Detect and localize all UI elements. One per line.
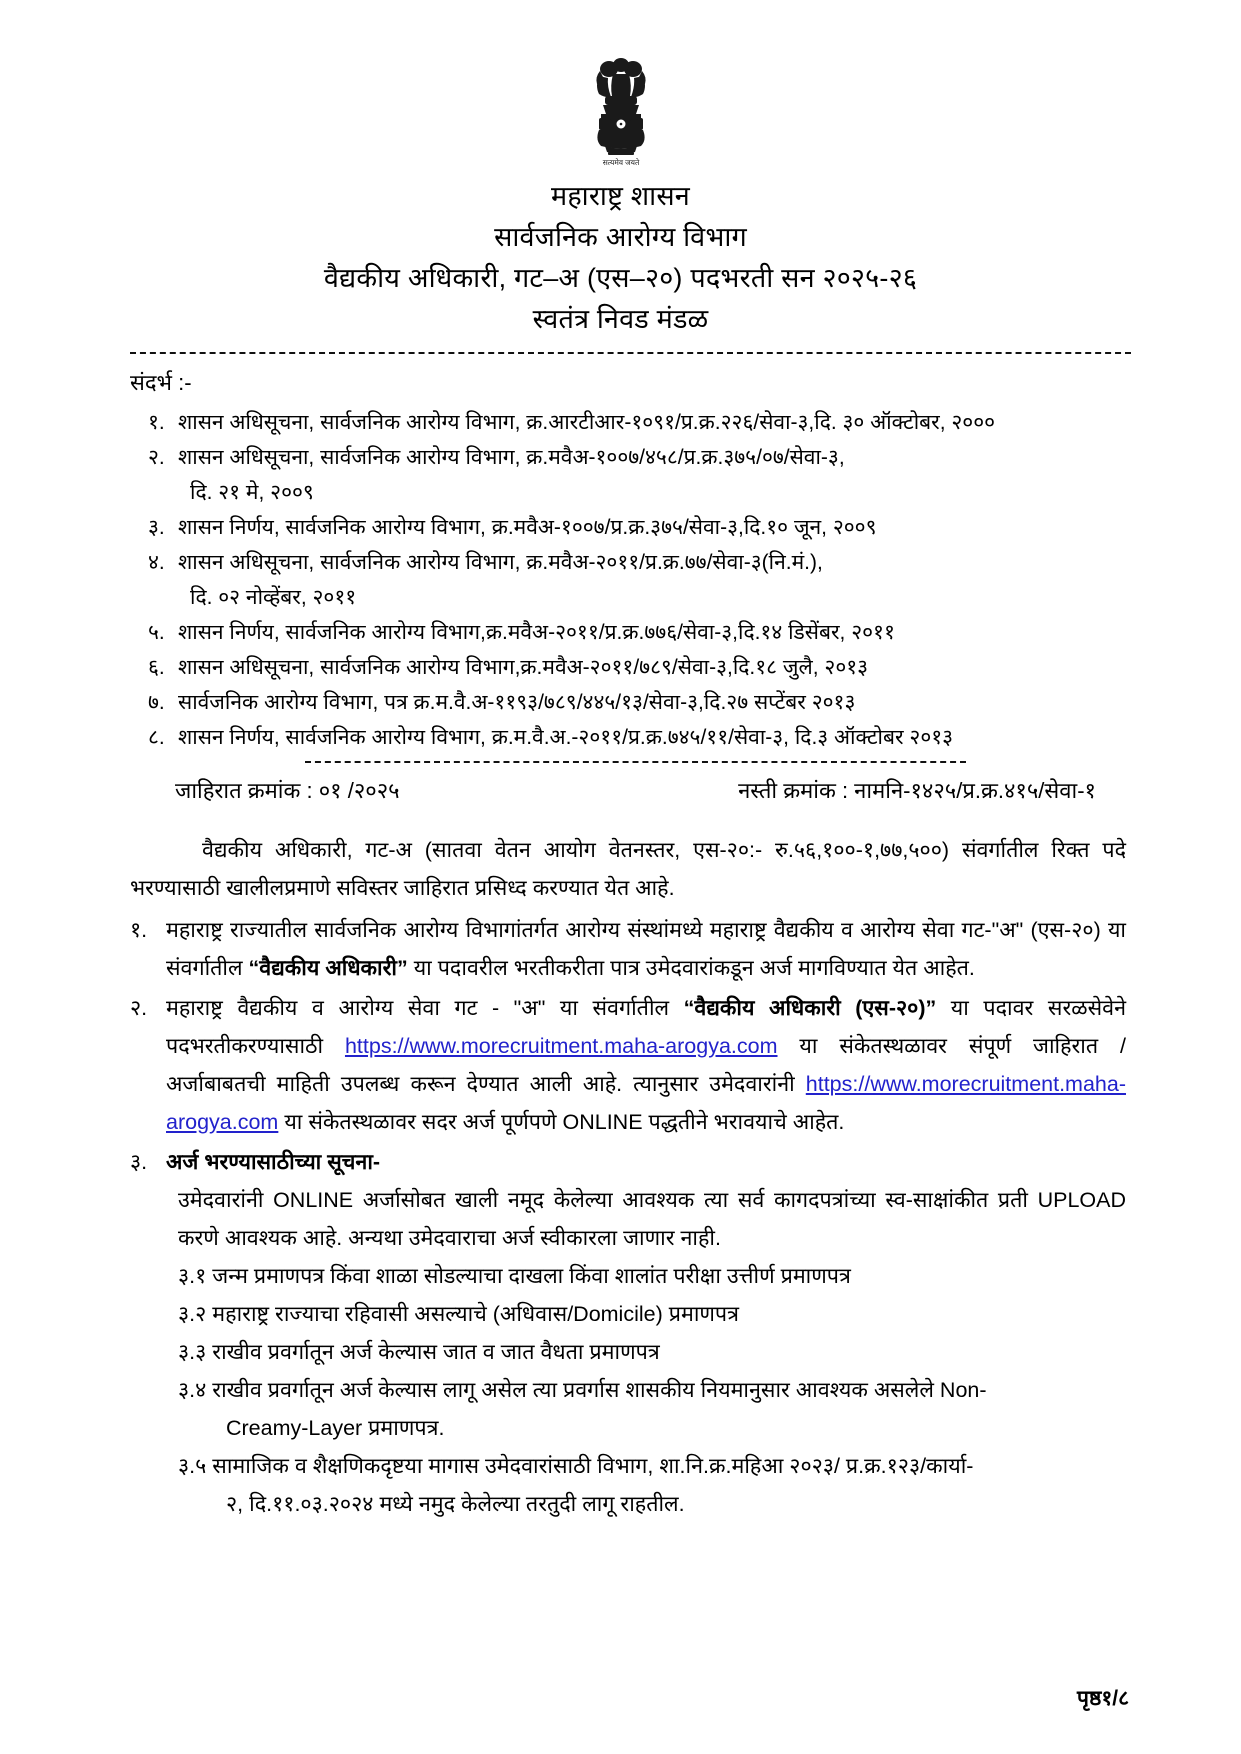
reference-text: शासन अधिसूचना, सार्वजनिक आरोग्य विभाग, क्र.आरटीआर-१०९१/प्र.क्र.२२६/सेवा-३,दि. ३० ऑक्टोबर, २०००: [178, 411, 996, 434]
header-line-1: महाराष्ट्र शासन: [551, 181, 690, 211]
item-number: २.: [130, 996, 148, 1020]
references-label: संदर्भ :-: [130, 370, 192, 395]
section3-point: [178, 1295, 1126, 1333]
section3-point: [178, 1447, 1126, 1523]
section3-point: [178, 1371, 1126, 1447]
point-text-continued: Creamy-Layer प्रमाणपत्र.: [226, 1416, 445, 1440]
item-highlight-post-name: “वैद्यकीय अधिकारी (एस-२०)”: [683, 996, 937, 1020]
numbered-item-1: [130, 911, 1126, 987]
document-body: [0, 364, 1241, 1523]
advertisement-number: जाहिरात क्रमांक : ०१ /२०२५: [175, 778, 400, 803]
document-header: [0, 176, 1241, 340]
recruitment-website-link-1[interactable]: https://www.morecruitment.maha-arogya.com: [344, 1034, 778, 1058]
section3-point: [178, 1333, 1126, 1371]
reference-item: [148, 685, 1126, 720]
reference-item: [148, 545, 1126, 615]
reference-item: [148, 720, 1126, 755]
reference-item: [148, 615, 1126, 650]
reference-item: [148, 650, 1126, 685]
item-highlight-post-name: “वैद्यकीय अधिकारी”: [248, 956, 408, 980]
reference-number: ३.: [148, 516, 165, 539]
point-text: ३.२ महाराष्ट्र राज्याचा रहिवासी असल्याचे (अधिवास/Domicile) प्रमाणपत्र: [178, 1302, 740, 1326]
reference-number: ७.: [148, 691, 165, 714]
reference-text: सार्वजनिक आरोग्य विभाग, पत्र क्र.म.वै.अ-११९३/७८९/४४५/१३/सेवा-३,दि.२७ सप्टेंबर २०१३: [178, 691, 856, 714]
section3-point: [178, 1257, 1126, 1295]
recruitment-website-link-2[interactable]: https://www.morecruitment.maha-arogya.com: [166, 1072, 1126, 1134]
reference-item: [148, 405, 1126, 440]
item-text-part2: या पदावरील भरतीकरीता पात्र उमेदवारांकडून अर्ज मागविण्यात येत आहेत.: [407, 956, 975, 980]
reference-text: शासन अधिसूचना, सार्वजनिक आरोग्य विभाग, क्र.मवैअ-१००७/४५८/प्र.क्र.३७५/०७/सेवा-३,: [178, 446, 845, 469]
reference-number: १.: [148, 411, 165, 434]
reference-text: शासन अधिसूचना, सार्वजनिक आरोग्य विभाग, क्र.मवैअ-२०११/प्र.क्र.७७/सेवा-३(नि.मं.),: [178, 551, 823, 574]
page-number-footer: पृष्ठ१/८: [1077, 1687, 1129, 1710]
section3-points-list: [130, 1257, 1126, 1523]
item-text-part1: महाराष्ट्र वैद्यकीय व आरोग्य सेवा गट - "अ" या संवर्गातील: [166, 996, 684, 1020]
point-text: ३.३ राखीव प्रवर्गातून अर्ज केल्यास जात व जात वैधता प्रमाणपत्र: [178, 1340, 660, 1364]
reference-number: २.: [148, 446, 165, 469]
item-number: १.: [130, 918, 148, 942]
intro-paragraph: वैद्यकीय अधिकारी, गट-अ (सातवा वेतन आयोग वेतनस्तर, एस-२०:- रु.५६,१००-१,७७,५००) संवर्गातील रिक्त पदे भरण्यासाठी खालीलप्रमाणे सविस्तर जाहिरात प्रसिध्द करण्यात येत आहे.: [130, 838, 1126, 900]
reference-item: [148, 440, 1126, 510]
references-list: [130, 405, 1126, 755]
point-text-continued: २, दि.११.०३.२०२४ मध्ये नमुद केलेल्या तरतुदी लागू राहतील.: [226, 1492, 685, 1516]
emblem-container: [0, 0, 1241, 170]
point-text: ३.५ सामाजिक व शैक्षणिकदृष्टया मागास उमेदवारांसाठी विभाग, शा.नि.क्र.महिआ २०२३/ प्र.क्र.१२३/कार्या-: [178, 1454, 974, 1478]
point-text: ३.४ राखीव प्रवर्गातून अर्ज केल्यास लागू असेल त्या प्रवर्गास शासकीय नियमानुसार आवश्यक असलेले Non-: [178, 1378, 987, 1402]
reference-text: शासन निर्णय, सार्वजनिक आरोग्य विभाग, क्र.म.वै.अ.-२०११/प्र.क्र.७४५/११/सेवा-३, दि.३ ऑक्टोबर २०१३: [178, 726, 954, 749]
numbered-item-2: [130, 989, 1126, 1141]
header-line-2: सार्वजनिक आरोग्य विभाग: [494, 222, 747, 252]
header-line-4: स्वतंत्र निवड मंडळ: [532, 304, 709, 334]
reference-number: ५.: [148, 621, 165, 644]
india-state-emblem-icon: [575, 52, 667, 170]
header-divider: [130, 352, 1131, 354]
section3-title: अर्ज भरण्यासाठीच्या सूचना-: [166, 1150, 381, 1174]
item-text-part2: या पदावर सरळसेवेने पदभरतीकरण्यासाठी: [166, 996, 1126, 1058]
emblem-motto-text: सत्यमेव जयते: [602, 158, 639, 167]
item-text-part4: या संकेतस्थळावर सदर अर्ज पूर्णपणे ONLINE पद्धतीने भरावयाचे आहेत.: [278, 1110, 845, 1134]
reference-number: ६.: [148, 656, 165, 679]
reference-text-continued: दि. २१ मे, २००९: [190, 481, 314, 504]
reference-text: शासन अधिसूचना, सार्वजनिक आरोग्य विभाग,क्र.मवैअ-२०११/७८९/सेवा-३,दि.१८ जुलै, २०१३: [178, 656, 869, 679]
numbered-items-list: [130, 911, 1126, 1181]
section3-intro: उमेदवारांनी ONLINE अर्जासोबत खाली नमूद केलेल्या आवश्यक त्या सर्व कागदपत्रांच्या स्व-साक्षांकीत प्रती UPLOAD करणे आवश्यक आहे. अन्यथा उमेदवाराचा अर्ज स्वीकारला जाणार नाही.: [178, 1188, 1126, 1250]
reference-number: ८.: [148, 726, 165, 749]
item-number: ३.: [130, 1150, 148, 1174]
file-number: नस्ती क्रमांक : नामनि-१४२५/प्र.क्र.४१५/सेवा-१: [738, 778, 1096, 803]
reference-number: ४.: [148, 551, 165, 574]
numbered-item-3: [130, 1143, 1126, 1181]
reference-text: शासन निर्णय, सार्वजनिक आरोग्य विभाग,क्र.मवैअ-२०११/प्र.क्र.७७६/सेवा-३,दि.१४ डिसेंबर, २०११: [178, 621, 895, 644]
reference-text: शासन निर्णय, सार्वजनिक आरोग्य विभाग, क्र.मवैअ-१००७/प्र.क्र.३७५/सेवा-३,दि.१० जून, २००९: [178, 516, 877, 539]
point-text: ३.१ जन्म प्रमाणपत्र किंवा शाळा सोडल्याचा दाखला किंवा शालांत परीक्षा उत्तीर्ण प्रमाणपत्र: [178, 1264, 851, 1288]
item-text-part1: महाराष्ट्र राज्यातील सार्वजनिक आरोग्य विभागांतर्गत आरोग्य संस्थांमध्ये महाराष्ट्र वैद्यकीय व आरोग्य सेवा गट-"अ" (एस-२०) या संवर्गातील: [166, 918, 1126, 980]
header-line-3: वैद्यकीय अधिकारी, गट–अ (एस–२०) पदभरती सन २०२५-२६: [323, 263, 918, 293]
reference-text-continued: दि. ०२ नोव्हेंबर, २०११: [190, 586, 357, 609]
reference-item: [148, 510, 1126, 545]
references-divider: [305, 761, 966, 763]
numbers-row: [175, 773, 1096, 809]
item-text-part3: या संकेतस्थळावर संपूर्ण जाहिरात /अर्जाबाबतची माहिती उपलब्ध करून देण्यात आली आहे. त्यानुसार उमेदवारांनी: [166, 1034, 1126, 1096]
